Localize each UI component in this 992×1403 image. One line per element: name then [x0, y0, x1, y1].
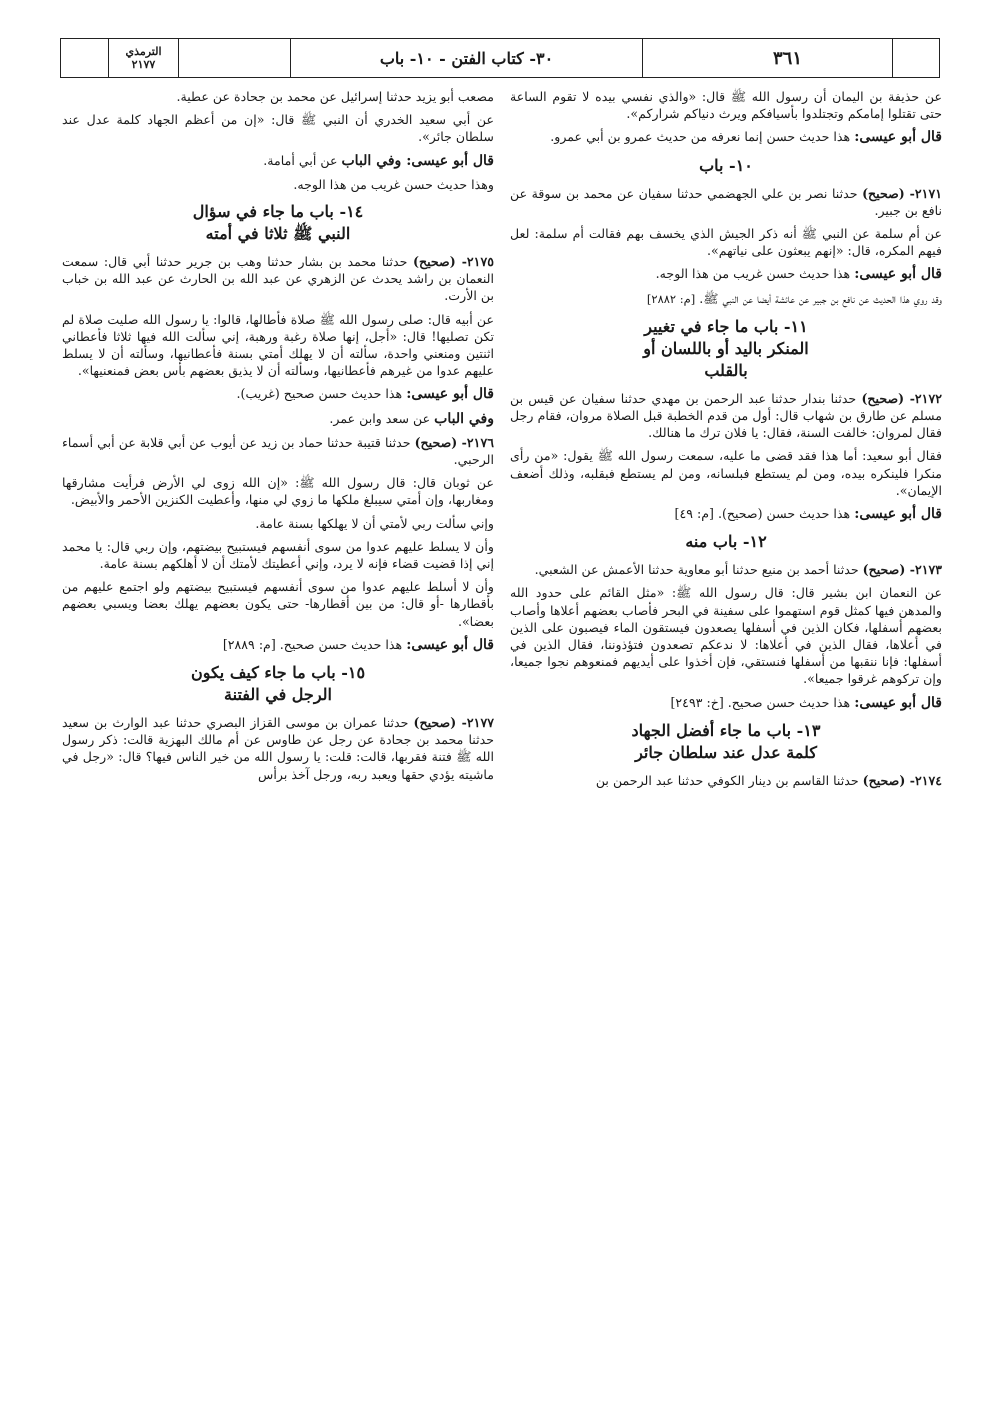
paragraph-text: هذا حديث حسن صحيح. [خ: ٢٤٩٣]	[670, 694, 851, 710]
paragraph-text: هذا حديث حسن إنما نعرفه من حديث عمرو بن أبي عمرو.	[550, 129, 851, 145]
chapter-heading	[510, 531, 942, 553]
book-hadith-number: ٢١٧٧	[131, 58, 156, 71]
chapter-heading-line: النبي ﷺ ثلاثا في أمته	[205, 224, 351, 244]
abu-isa-label: قال أبو عيسى:	[406, 636, 494, 653]
hadith-matn: عن أبيه قال: صلى رسول الله ﷺ صلاة فأطالها، قالوا: يا رسول الله صليت صلاة لم تكن تصليها! قال: «أجل، إنها صلاة رغبة ورهبة، إني سألت الله فيها ثلاثا فأعطاني اثنتين ومنعني واحدة، سألته أن لا يهلك أمتي بسنة فأعطانيها، وسألته أن لا يسلط عليهم عدوا من غيرهم فأعطانيها، وسألته أن لا يذيق بعضهم بأس بعض فمنعنيها».	[62, 311, 494, 379]
chapter-heading-line: ١٥- باب ما جاء كيف يكون	[190, 663, 366, 683]
hadith-isnad: حدثنا القاسم بن دينار الكوفي حدثنا عبد الرحمن بن	[595, 772, 859, 788]
chapter-heading	[510, 155, 942, 177]
chapter-heading-line: بالقلب	[704, 360, 748, 380]
chapter-heading-line: ١٢- باب منه	[685, 532, 767, 552]
paragraph-text: هذا حديث حسن غريب من هذا الوجه.	[655, 266, 851, 282]
hadith-isnad: حدثنا قتيبة حدثنا حماد بن زيد عن أيوب عن أبي قلابة عن أبي أسماء الرحبي.	[62, 434, 494, 468]
paragraph	[62, 636, 494, 654]
hadith-number: ٢١٧٦- (صحيح)	[414, 434, 494, 450]
reference: [م: ٢٨٨٢]	[646, 291, 696, 306]
hadith-isnad: حدثنا عمران بن موسى القزاز البصري حدثنا عبد الوارث بن سعيد حدثنا محمد بن جحادة عن رجل عن طاوس عن أم مالك البهزية قالت: ذكر رسول الله ﷺ فتنة فقربها، قالت: قلت: يا رسول الله من خير الناس فيها؟ قال: «رجل في ماشيته يؤدي حقها ويعبد ربه، ورجل آخذ برأس	[62, 715, 494, 782]
hadith-matn: وأن لا أسلط عليهم عدوا من سوى أنفسهم فيستبيح بيضتهم ولو اجتمع عليهم من بأقطارها -أو قال: من بين أقطارها- حتى يكون بعضهم يهلك بعضا ويسبي بعضهم بعضا».	[62, 579, 494, 629]
hadith-isnad: حدثنا أحمد بن منيع حدثنا أبو معاوية حدثنا الأعمش عن الشعبي.	[534, 562, 859, 578]
paragraph	[510, 290, 942, 308]
hadith-number: ٢١٧٢- (صحيح)	[861, 390, 942, 406]
paragraph-text: هذا حديث حسن صحيح (غريب).	[236, 386, 403, 402]
hadith-isnad: حدثنا بندار حدثنا عبد الرحمن بن مهدي حدثنا سفيان عن قيس بن مسلم عن طارق بن شهاب قال: أول من قدم الخطبة قبل الصلاة مروان، فقام رجل فقال لمروان: خالفت السنة، فقال: يا فلان ترك ما هنالك.	[510, 390, 942, 441]
header-empty-cell	[893, 39, 939, 77]
hadith-matn: فقال أبو سعيد: أما هذا فقد قضى ما عليه، سمعت رسول الله ﷺ يقول: «من رأى منكرا فلينكره بيده، ومن لم يستطع فبلسانه، ومن لم يستطع فبقلبه، وذلك أضعف الإيمان».	[510, 448, 942, 498]
abu-isa-label: قال أبو عيسى:	[854, 266, 942, 283]
abu-isa-label: قال أبو عيسى:	[854, 506, 942, 523]
page-number: ٣٦١	[773, 47, 803, 69]
chapter-heading-line: الرجل في الفتنة	[224, 685, 332, 705]
paragraph	[62, 410, 494, 428]
left-column	[62, 88, 494, 1318]
paragraph: عن حذيفة بن اليمان أن رسول الله ﷺ قال: «والذي نفسي بيده لا تقوم الساعة حتى تقتلوا إمامكم وتجتلدوا بأسيافكم ويرث دنياكم شراركم».	[510, 89, 942, 122]
header-page-cell	[643, 39, 893, 77]
chapter-heading-line: ١١- باب ما جاء في تغيير	[644, 316, 808, 336]
chapter-heading-line: ١٤- باب ما جاء في سؤال	[192, 202, 364, 222]
hadith-matn: وإني سألت ربي لأمتي أن لا يهلكها بسنة عامة.	[255, 515, 494, 531]
hadith-matn: عن النعمان ابن بشير قال: قال رسول الله ﷺ: «مثل القائم على حدود الله والمدهن فيها كمثل قوم استهموا على سفينة في البحر فأصاب بعضهم أعلاها وأصاب بعضهم أسفلها، فكان الذين في أسفلها يصعدون فيستقون الماء فيصبون على الذين في أعلاها، فقال الذين في أعلاها: لا ندعكم تصعدون فتؤذوننا، فقال الذين في أسفلها: فإنا ننقبها من أسفلها فنستقي، فإن أخذوا على أيديهم فمنعوهم نجوا جميعا، وإن تركوهم غرقوا جميعا».	[510, 585, 942, 687]
abu-isa-label: قال أبو عيسى:	[406, 386, 494, 403]
paragraph-text: عن أبي أمامة.	[263, 152, 338, 168]
hadith	[510, 185, 942, 219]
hadith-number: ٢١٧٣- (صحيح)	[862, 562, 942, 578]
right-column	[510, 88, 942, 1318]
chapter-heading	[510, 720, 942, 764]
hadith	[510, 561, 942, 578]
paragraph-text: وقد روي هذا الحديث عن نافع بن جبير عن عائشة أيضا عن النبي ﷺ.	[699, 290, 942, 306]
paragraph	[62, 152, 494, 170]
hadith-number: ٢١٧٤- (صحيح)	[862, 772, 942, 788]
chapter-heading-line: ١٠- باب	[699, 155, 753, 175]
chapter-heading	[62, 201, 494, 245]
paragraph	[510, 265, 942, 283]
hadith	[62, 434, 494, 468]
bab-label: وفي الباب	[434, 410, 494, 427]
hadith-matn: وأن لا يسلط عليهم عدوا من سوى أنفسهم فيستبيح بيضتهم، وإن ربي قال: يا محمد إني إذا قضيت قضاء فإنه لا يرد، وإني أعطيتك لأمتك أن لا أهلكهم بسنة عامة.	[62, 538, 494, 572]
hadith-matn: عن أم سلمة عن النبي ﷺ أنه ذكر الجيش الذي يخسف بهم فقالت أم سلمة: لعل فيهم المكره، قال: «إنهم يبعثون على نياتهم».	[510, 226, 942, 259]
hadith-matn: عن أبي سعيد الخدري أن النبي ﷺ قال: «إن من أعظم الجهاد كلمة عدل عند سلطان جائر».	[62, 112, 494, 145]
paragraph	[510, 694, 942, 712]
chapter-heading-line: المنكر باليد أو باللسان أو	[643, 338, 809, 358]
header-empty-cell	[61, 39, 109, 77]
paragraph-text: عن سعد وابن عمر.	[329, 410, 431, 426]
hadith-matn: عن ثوبان قال: قال رسول الله ﷺ: «إن الله زوى لي الأرض فرأيت مشارقها ومغاربها، وإن أمتي سيبلغ ملكها ما زوي لي منها، وأعطيت الكنزين الأحمر والأبيض.	[62, 475, 494, 508]
abu-isa-label: قال أبو عيسى:	[854, 129, 942, 146]
hadith-number: ٢١٧٥- (صحيح)	[413, 254, 494, 270]
hadith-isnad: حدثنا محمد بن بشار حدثنا وهب بن جرير حدثنا أبي قال: سمعت النعمان بن راشد يحدث عن الزهري عن عبد الله بن الحارث عن عبد الله بن خباب بن الأرت.	[62, 254, 494, 304]
abu-isa-label: قال أبو عيسى:	[854, 694, 942, 711]
paragraph: مصعب أبو يزيد حدثنا إسرائيل عن محمد بن جحادة عن عطية.	[176, 89, 494, 104]
paragraph	[510, 505, 942, 523]
hadith	[62, 253, 494, 305]
paragraph	[510, 128, 942, 146]
hadith-isnad: حدثنا نصر بن علي الجهضمي حدثنا سفيان عن محمد بن سوقة عن نافع بن جبير.	[510, 185, 942, 218]
paragraph: وهذا حديث حسن غريب من هذا الوجه.	[293, 176, 494, 192]
chapter-title-text: ٣٠- كتاب الفتن - ١٠- باب	[379, 48, 554, 68]
hadith-number: ٢١٧١- (صحيح)	[862, 185, 942, 201]
page-header	[60, 38, 940, 78]
chapter-heading-line: كلمة عدل عند سلطان جائر	[635, 742, 817, 762]
hadith	[62, 714, 494, 783]
paragraph-text: هذا حديث حسن (صحيح). [م: ٤٩]	[674, 506, 851, 522]
chapter-heading	[62, 662, 494, 706]
hadith-number: ٢١٧٧- (صحيح)	[413, 715, 494, 731]
paragraph	[62, 385, 494, 403]
hadith	[510, 390, 942, 442]
chapter-heading-line: ١٣- باب ما جاء أفضل الجهاد	[631, 720, 821, 740]
header-empty-cell	[179, 39, 291, 77]
header-book-cell	[109, 39, 179, 77]
chapter-heading	[510, 316, 942, 382]
hadith	[510, 772, 942, 789]
abu-isa-label: قال أبو عيسى: وفي الباب	[341, 152, 494, 169]
book-name: الترمذي	[125, 45, 162, 58]
paragraph-text: هذا حديث حسن صحيح. [م: ٢٨٨٩]	[222, 636, 403, 652]
header-chapter-title	[291, 39, 643, 77]
